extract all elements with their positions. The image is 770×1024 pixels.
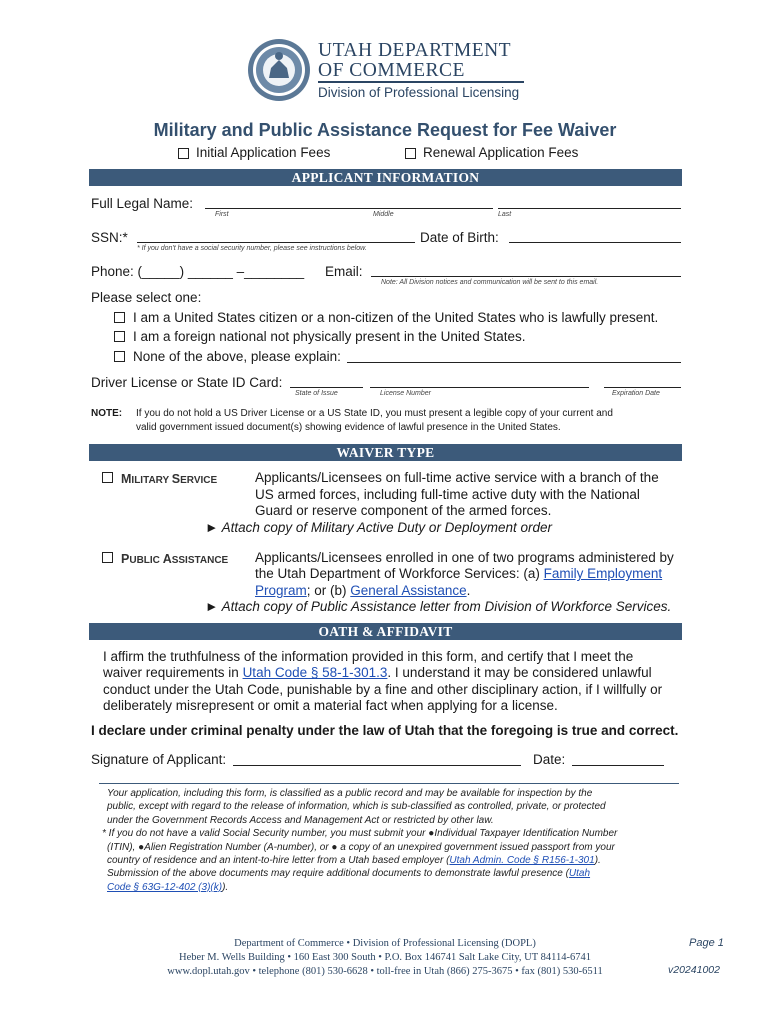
first-name-field[interactable]: [205, 208, 493, 209]
public-attach: ► Attach copy of Public Assistance letter from Division of Workforce Services.: [205, 599, 672, 614]
oath-line1: I affirm the truthfulness of the information provided in this form, and certify that I meet the: [103, 649, 634, 664]
initial-fees-label: Initial Application Fees: [196, 145, 331, 160]
footer-line1: Department of Commerce • Division of Professional Licensing (DOPL): [234, 938, 536, 949]
state-seal-icon: [247, 38, 311, 102]
middle-caption: Middle: [373, 211, 394, 218]
utah-admin-code-link[interactable]: Utah Admin. Code § R156-1-301: [449, 855, 595, 867]
oath-line3: conduct under the Utah Code, punishable by a fine and other disciplinary action, if I willfully or: [103, 682, 663, 697]
state-of-issue-caption: State of Issue: [295, 390, 338, 397]
declaration: I declare under criminal penalty under the law of Utah that the foregoing is true and correct.: [91, 723, 679, 738]
header-rule: [318, 81, 524, 83]
applicant-info-header: APPLICANT INFORMATION: [89, 169, 682, 186]
oath-line2: waiver requirements in Utah Code § 58-1-301.3. I understand it may be considered unlawful: [103, 665, 652, 680]
phone-label: Phone: (_____) ______ –________: [91, 264, 305, 279]
disclaimer-block: Your application, including this form, is classified as a public record and may be available for inspection by the public, except with regard to the release of information, which is sub-classified as controlled, private, or protected under the Government Records Access and Management Act or restricted by other law. * If you do not have a valid Social Security number, you must submit your ●Individual Taxpayer Identification Number (ITIN), ●Alien Registration Number (A-number), or ● a copy of an unexpired government issued passport from your country of residence and an intent-to-hire letter from a Utah based employer (Utah Admin. Code § R156-1-301). Submission of the above documents may require additional documents to demonstrate lawful presence (Utah Code § 63G-12-402 (3)(k)).: [102, 788, 618, 893]
utah-code-58-link[interactable]: Utah Code § 58-1-301.3: [242, 665, 388, 680]
oath-line4: deliberately misrepresent or omit a material fact when applying for a license.: [103, 698, 558, 713]
footer-line3: www.dopl.utah.gov • telephone (801) 530-6628 • toll-free in Utah (866) 275-3675 • fax (801) 530-6511: [167, 966, 603, 977]
military-attach: ► Attach copy of Military Active Duty or Deployment order: [205, 520, 552, 535]
ssn-note: * If you don't have a social security number, please see instructions below.: [137, 245, 367, 252]
utah-code-63g-link-part2[interactable]: Code § 63G-12-402 (3)(k): [107, 881, 223, 893]
oath-header: OATH & AFFIDAVIT: [89, 623, 682, 640]
last-caption: Last: [498, 211, 512, 218]
note-text-line1: If you do not hold a US Driver License or a US State ID, you must present a legible copy of your current and: [136, 408, 613, 419]
form-title: Military and Public Assistance Request for Fee Waiver: [153, 120, 617, 140]
state-of-issue-field[interactable]: [290, 387, 363, 388]
full-legal-name-label: Full Legal Name:: [91, 196, 194, 211]
expiration-date-caption: Expiration Date: [612, 390, 660, 397]
page-number: Page 1: [689, 937, 724, 949]
note-label: NOTE:: [91, 408, 123, 419]
public-text-line2: the Utah Department of Workforce Services: (a) Family Employment: [255, 566, 663, 581]
license-number-caption: License Number: [380, 390, 431, 397]
public-text-line3: Program; or (b) General Assistance.: [255, 583, 471, 598]
family-employment-link[interactable]: Family Employment: [543, 566, 663, 581]
email-label: Email:: [325, 264, 363, 279]
military-service-label: MILITARY SERVICE: [121, 472, 218, 486]
initial-fees-checkbox[interactable]: [178, 148, 189, 159]
military-text-line2: US armed forces, including full-time active duty with the National: [255, 487, 640, 502]
general-assistance-link[interactable]: General Assistance: [350, 583, 467, 598]
military-text-line3: Guard or reserve component of the armed forces.: [255, 503, 552, 518]
email-field[interactable]: [371, 276, 681, 277]
dl-label: Driver License or State ID Card:: [91, 375, 283, 390]
military-service-checkbox[interactable]: [102, 472, 113, 483]
ssn-field[interactable]: [137, 242, 415, 243]
version-number: v20241002: [668, 964, 720, 976]
citizen-option-3-label: None of the above, please explain:: [133, 349, 341, 364]
citizen-option-3-checkbox[interactable]: [114, 351, 125, 362]
public-assistance-label: PUBLIC ASSISTANCE: [121, 552, 229, 566]
org-name-line1: UTAH DEPARTMENT: [318, 40, 512, 61]
signature-label: Signature of Applicant:: [91, 752, 227, 767]
disclaimer-divider: [99, 783, 679, 784]
military-text-line1: Applicants/Licensees on full-time active service with a branch of the: [255, 470, 659, 485]
renewal-fees-checkbox[interactable]: [405, 148, 416, 159]
expiration-date-field[interactable]: [604, 387, 681, 388]
first-caption: First: [215, 211, 229, 218]
explain-field[interactable]: [347, 362, 681, 363]
public-assistance-checkbox[interactable]: [102, 552, 113, 563]
dob-label: Date of Birth:: [420, 230, 499, 245]
citizen-option-1-label: I am a United States citizen or a non-citizen of the United States who is lawfully present.: [133, 310, 659, 325]
citizen-option-2-label: I am a foreign national not physically present in the United States.: [133, 329, 526, 344]
footer-line2: Heber M. Wells Building • 160 East 300 South • P.O. Box 146741 Salt Lake City, UT 84114-6741: [179, 952, 591, 963]
date-field[interactable]: [572, 765, 664, 766]
public-text-line1: Applicants/Licensees enrolled in one of two programs administered by: [255, 550, 674, 565]
renewal-fees-label: Renewal Application Fees: [423, 145, 579, 160]
signature-field[interactable]: [233, 765, 521, 766]
select-one-label: Please select one:: [91, 290, 202, 305]
utah-code-63g-link-part1[interactable]: Utah: [568, 868, 591, 880]
citizen-option-1-checkbox[interactable]: [114, 312, 125, 323]
email-note: Note: All Division notices and communication will be sent to this email.: [381, 279, 599, 286]
ssn-label: SSN:*: [91, 230, 128, 245]
family-employment-program-link[interactable]: Program: [255, 583, 307, 598]
last-name-field[interactable]: [498, 208, 681, 209]
citizen-option-2-checkbox[interactable]: [114, 331, 125, 342]
date-label: Date:: [533, 752, 566, 767]
license-number-field[interactable]: [370, 387, 589, 388]
waiver-type-header: WAIVER TYPE: [89, 444, 682, 461]
dob-field[interactable]: [509, 242, 681, 243]
division-name: Division of Professional Licensing: [318, 85, 520, 100]
org-name-line2: OF COMMERCE: [318, 60, 465, 81]
note-text-line2: valid government issued document(s) showing evidence of lawful presence in the United States.: [136, 422, 561, 433]
